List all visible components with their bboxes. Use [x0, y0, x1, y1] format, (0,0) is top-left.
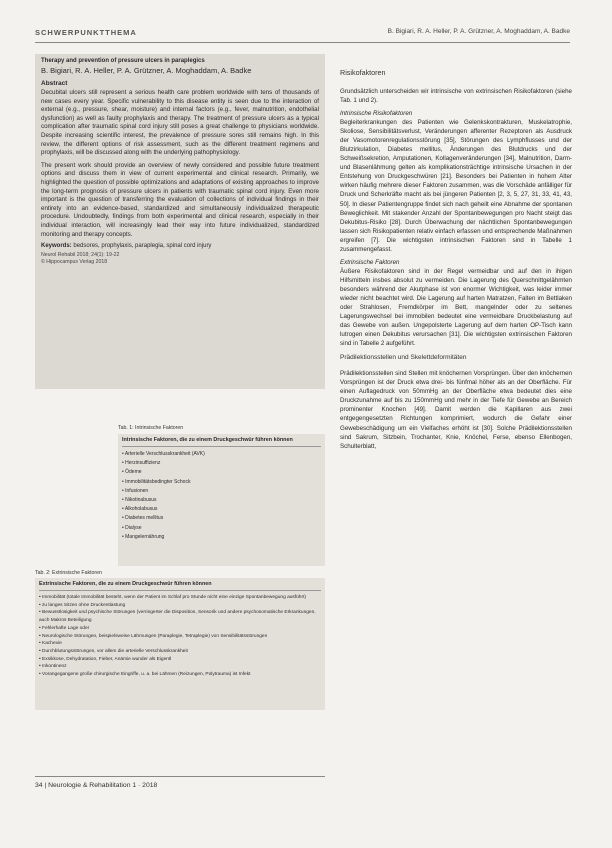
list-item: • Neurologische Störungen, beispielsweise Lähmungen (Paraplegie, Tetraplegie) von Sensibilitätsstörungen	[39, 633, 321, 641]
citation-line-1: Neurol Rehabil 2018; 24(1): 19-22	[41, 252, 120, 259]
right-column	[340, 68, 572, 454]
abstract-title: Therapy and prevention of pressure ulcers in paraplegics	[41, 58, 205, 64]
table1-list	[122, 450, 321, 542]
abstract-authors: B. Bigiari, R. A. Heller, P. A. Grützner, A. Moghaddam, A. Badke	[41, 66, 252, 75]
list-item: • Durchblutungsstörungen, vor allem die arterielle Verschlusskrankheit	[39, 648, 321, 656]
list-item: • Dialyse	[122, 524, 321, 533]
list-item: • Arterielle Verschlusskrankheit (AVK)	[122, 450, 321, 459]
abstract-box	[35, 54, 325, 389]
abstract-paragraph-1: Decubital ulcers still represent a serious health care problem worldwide with tens of thousands of new cases every year. Specific vulnerability to this disease entity is seen due to the interaction of external (e.g., pressure, shear, moisture) and internal factors (e.g., fever, malnutrition, endothelial dysfunction) as well as faulty prophylaxis and therapy. The treatment of pressure ulcers as a typical complication after traumatic spinal cord injury still poses a great challenge to physicians worldwide. Despite increasing scientific interest, the prevalence of pressure sores still remains high. In this review, the different options of risk assessment, such as the different treatment regimens and prophylaxis, will be discussed along with the underlying pathophysiology.	[41, 89, 319, 157]
list-item: • Ödeme	[122, 468, 321, 477]
table1-header: Intrinsische Faktoren, die zu einem Druckgeschwür führen können	[122, 437, 321, 447]
heading-intrinsische: Intrinsische Risikofaktoren	[340, 110, 413, 118]
paragraph-intrinsische: Begleiterkrankungen des Patienten wie Gelenkskontrakturen, Muskelatrophie, Skoliose, Sensibilitätsverlust, Veränderungen afferenter Rezeptoren als Ausdruck der Vasomotorenregulationsstörung [35], Störungen des Lymphflusses und der Blutzirkulation, Diabetes mellitus, Änderungen des Blutdrucks und der Schweißsekretion, Amputationen, Kollagenveränderungen [34], Malnutrition, Darm- und Blasenlähmung gelten als komplikationsträchtige intrinsische Ursachen in der Entstehung von Druckgeschwüren [21]. Besonders bei Patienten in hohem Alter wirken häufig mehrere dieser Faktoren zusammen, was die Vorschäde anfälliger für Druck und Scherkräfte macht als bei jüngeren Patienten [2, 3, 5, 27, 31, 33, 41, 43, 50]. In dieser Patientengruppe findet sich nach geheilt eine Abnahme der spontanen Beweglichkeit. Mit stakender Anzahl der Spontanbewegungen pro Nacht steigt das Dekubitus-Risiko [28]. Durch Überwachung der nächtlichen Spontanbewegungen lassen sich Risikopatienten relativ einfach erfassen und entsprechende Maßnahmen ergreifen [7]. Die wichtigsten intrinsischen Faktoren sind in Tabelle 1 zusammengefasst.	[340, 119, 572, 253]
abstract-heading: Abstract	[41, 80, 68, 87]
footer-divider	[35, 776, 325, 777]
keywords-line	[41, 243, 319, 249]
table2-list	[39, 594, 321, 679]
list-item: • Herzinsuffizienz	[122, 459, 321, 468]
heading-risikofaktoren: Risikofaktoren	[340, 68, 386, 77]
list-item: • Exsikkose, Dehydratation, Fieber, Anämie wunder als Eigentl	[39, 656, 321, 664]
list-item: • Inkontinenz	[39, 663, 321, 671]
list-item: • Vorangegangene große chirurgische Eingriffe, u. a. bei Lähmen (Reizungen, Polytrauma) ist Infekt	[39, 671, 321, 679]
list-item: • Fehlerhafte Lage oder	[39, 625, 321, 633]
table2-caption: Tab. 2: Extrinsische Faktoren	[35, 570, 102, 576]
table2-header: Extrinsische Faktoren, die zu einem Druckgeschwür führen können	[39, 581, 321, 591]
list-item: • Infusionen	[122, 487, 321, 496]
table2	[35, 578, 325, 710]
table1	[118, 434, 325, 566]
heading-praedilektion: Prädilektionsstellen und Skelettdeformitäten	[340, 354, 467, 362]
list-item: • Nikotinabusus	[122, 496, 321, 505]
heading-extrinsische: Extrinsische Faktoren	[340, 258, 400, 266]
keywords-text: bedsores, prophylaxis, paraplegia, spinal cord injury	[73, 243, 212, 250]
list-item: • Immobilitätsbedingter Schock	[122, 478, 321, 487]
list-item: • Alkoholabusus	[122, 505, 321, 514]
keywords-label: Keywords:	[41, 243, 72, 250]
page-footer: 34 | Neurologie & Rehabilitation 1 · 2018	[35, 782, 158, 789]
citation-line-2: © Hippocampus Verlag 2018	[41, 259, 108, 266]
list-item: • Immobilität (totale Immobilität besteht, wenn der Patient im Schlaf pro Stunde nicht eine einzige Spontanbewegung ausführt)	[39, 594, 321, 602]
paragraph-praedilektion: Prädilektionsstellen sind Stellen mit knöchernen Vorsprüngen. Über den knöchernen Vorsprüngen ist der Druck etwa drei- bis fünfmal höher als an der Oberfläche. Für einen Auflagedruck von 50mmHg an der Oberfläche etwa bedeutet dies eine Druckzunahme auf bis zu 150mmHg und mehr in der Tiefe für Gewebe an Bereich prominenter Knochen [49]. Damit werden die Kapillaren aus zwei entgegengesetzten Richtungen komprimiert, wodurch die Gefahr einer Gewebeschädigung um ein Vielfaches erhöht ist [30]. Solche Prädilektionsstellen sind Sakrum, Sitzbein, Trochanter, Knie, Knöchel, Ferse, ebenso Ellenbogen, Schulterblatt,	[340, 370, 572, 450]
header-authors: B. Bigiari, R. A. Heller, P. A. Grützner, A. Moghaddam, A. Badke	[387, 28, 570, 35]
list-item: • Diabetes mellitus	[122, 514, 321, 523]
paragraph-extrinsische: Äußere Risikofaktoren sind in der Regel vermeidbar und auf den in ihigen Hilfsmitteln insbes absolut zu vermeiden. Die Lagerung des Querschnittgelähmten besonders während der Akutphase ist von enormer Wichtigkeit, was leider immer wieder nicht beachtet wird. Die Lagerung auf harten Matratzen, Falten im Bettlaken oder Strahlosen, Fremdkörper im Bett, mangelnder oder zu seltenes Lagerungswechsel bei immobilen bedeutet eine vermeidbare Druckbelastung auf das Gewebe von außen. Ungepolsterte Lagerung auf dem harten OP-Tisch kann lutrogen einen Dekubitus verursachen [31]. Die wichtigsten extrinsischen Faktoren sind in Tabelle 2 aufgeführt.	[340, 267, 572, 348]
list-item: • Kachexie	[39, 640, 321, 648]
section-label: SCHWERPUNKTTHEMA	[35, 28, 137, 37]
table1-caption: Tab. 1: Intrinsische Faktoren	[118, 425, 184, 431]
abstract-paragraph-2: The present work should provide an overview of newly considered and possible future treatment options and discuss them in view of current experimental and clinical research. Primarily, we highlighted the question of possible optimizations and adaptations of existing approaches to improve the long-term prognosis of pressure ulcers in patients with traumatic spinal cord injury. Even more important is the question of transferring the evaluation of collections of individual findings in their entirety into an evidence-based, standardized and simultaneously individualized therapeutic procedure. Undoubtedly, findings from both experimental and clinical research, especially in their individual interaction, will increasingly lead their way into future individualized, standardized monitoring and therapy concepts.	[41, 161, 319, 238]
list-item: • Mangelernährung	[122, 533, 321, 542]
list-item: • zu langes Sitzen ohne Druckentlastung	[39, 602, 321, 610]
list-item: • Bewusstlosigkeit und psychische Störungen (verringerter die Disposition, Sensorik und andere psychosomatische Erkrankungen, auch Makros Beteiligung	[39, 609, 321, 624]
header-divider	[35, 42, 570, 43]
paragraph-risikofaktoren: Grundsätzlich unterscheiden wir intrinsische von extrinsischen Risikofaktoren (siehe Tab. 1 und 2).	[340, 88, 572, 105]
